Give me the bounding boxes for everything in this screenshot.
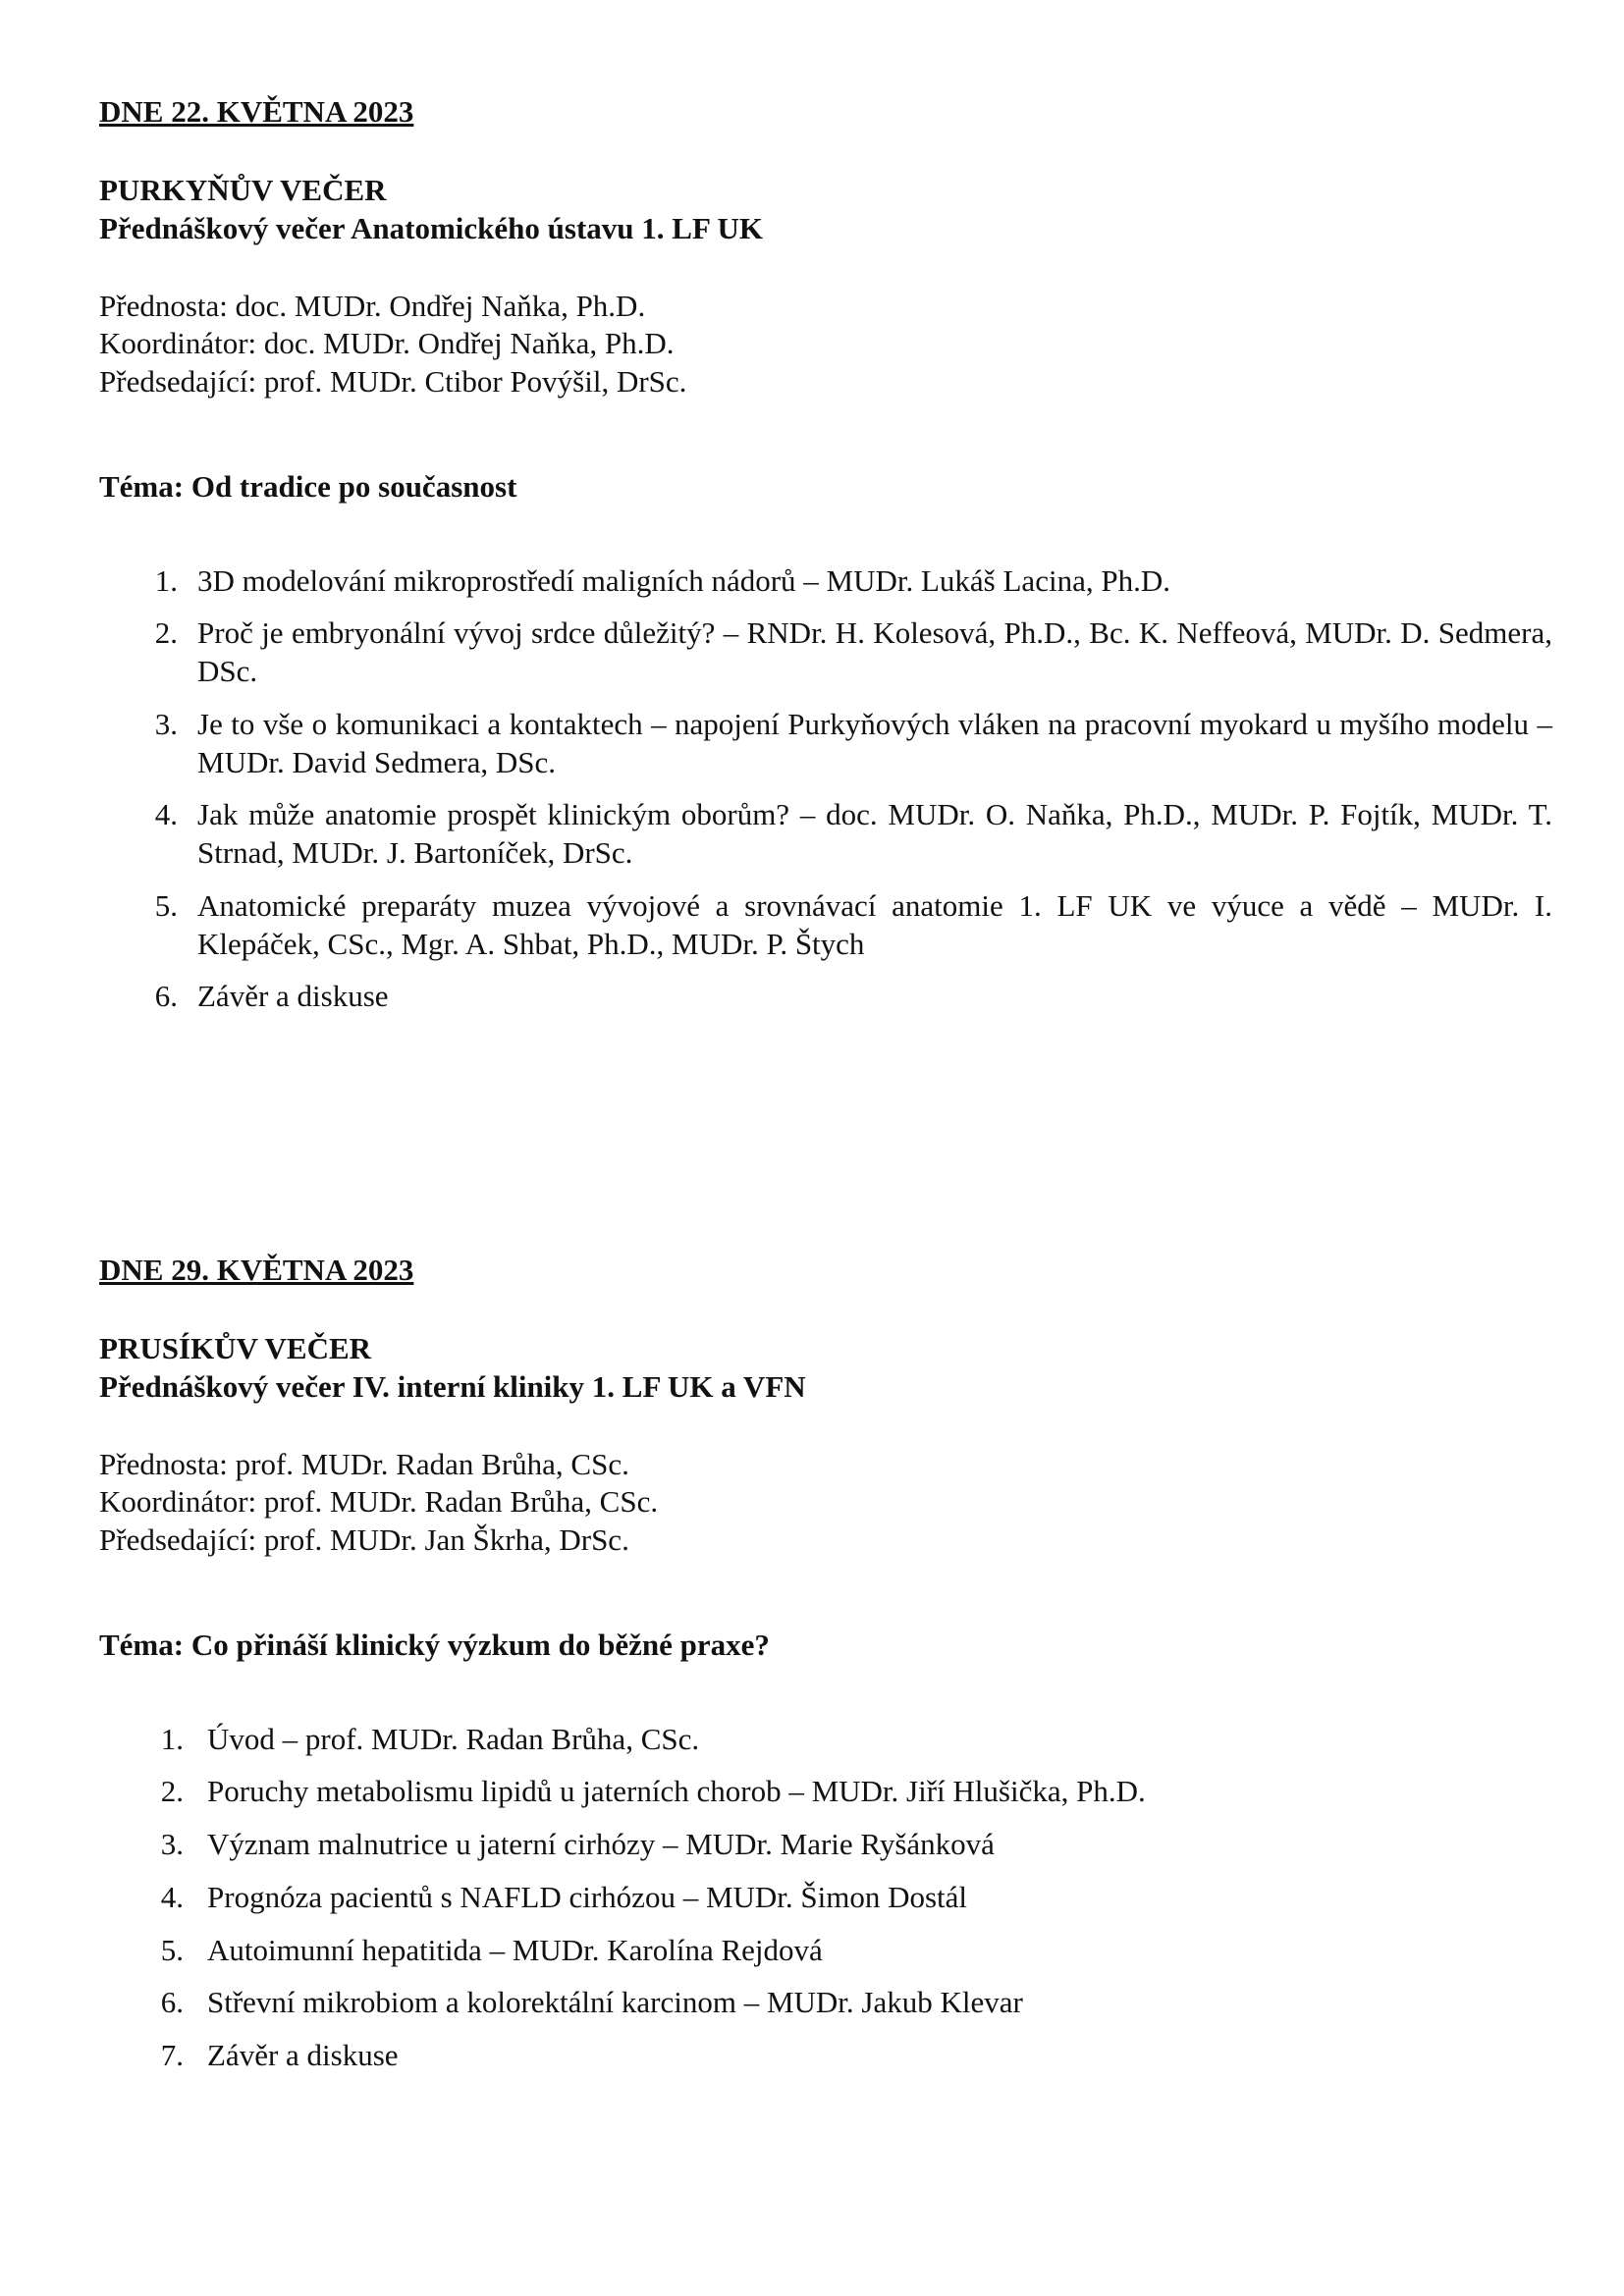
talk-text: Střevní mikrobiom a kolorektální karcinom – MUDr. Jakub Klevar [207,1985,1023,2020]
talk-number: 4. [160,1879,184,1914]
talk-item [99,1932,1552,1970]
talk-item [99,706,1552,782]
talk-item [99,1879,1552,1917]
talk-item [99,1826,1552,1864]
talk-list [99,562,1552,1017]
talk-item [99,796,1552,873]
talk-text: Prognóza pacientů s NAFLD cirhózou – MUDr. Šimon Dostál [207,1879,968,1914]
talk-number: 2. [160,1774,184,1809]
talk-item [99,978,1552,1016]
talk-item [99,887,1552,964]
talk-text: Úvod – prof. MUDr. Radan Brůha, CSc. [207,1721,700,1756]
talk-text: Závěr a diskuse [197,979,389,1014]
talk-item [99,2037,1552,2075]
role-head: Přednosta: doc. MUDr. Ondřej Naňka, Ph.D. [99,288,646,323]
event-date: DNE 22. KVĚTNA 2023 [99,94,414,129]
talk-text: Proč je embryonální vývoj srdce důležitý? – RNDr. H. Kolesová, Ph.D., Bc. K. Neffeová, MUDr. D. Sedmera, DSc. [197,615,1552,689]
talk-number: 6. [160,1985,184,2020]
talk-number: 1. [160,1721,184,1756]
role-head: Přednosta: prof. MUDr. Radan Brůha, CSc. [99,1446,629,1481]
talk-number: 6. [154,979,178,1014]
talk-number: 4. [154,797,178,832]
event-title: PRUSÍKŮV VEČER [99,1331,372,1366]
event-theme: Téma: Od tradice po současnost [99,468,517,504]
event-section-purkyne [99,93,1552,1031]
talk-text: Poruchy metabolismu lipidů u jaterních chorob – MUDr. Jiří Hlušička, Ph.D. [207,1774,1146,1809]
talk-number: 5. [160,1932,184,1967]
talk-number: 2. [154,615,178,651]
role-coordinator: Koordinátor: doc. MUDr. Ondřej Naňka, Ph.D. [99,326,675,361]
talk-item [99,1721,1552,1759]
event-theme: Téma: Co přináší klinický výzkum do běžné praxe? [99,1627,770,1662]
talk-number: 3. [154,706,178,741]
talk-text: 3D modelování mikroprostředí maligních nádorů – MUDr. Lukáš Lacina, Ph.D. [197,562,1170,598]
event-title: PURKYŇŮV VEČER [99,173,387,208]
talk-number: 3. [160,1827,184,1862]
talk-item [99,562,1552,601]
talk-number: 1. [154,562,178,598]
talk-text: Anatomické preparáty muzea vývojové a srovnávací anatomie 1. LF UK ve výuce a vědě – MUDr. I. Klepáček, CSc., Mgr. A. Shbat, Ph.D., MUDr. P. Štych [197,887,1552,961]
talk-item [99,1773,1552,1811]
talk-text: Autoimunní hepatitida – MUDr. Karolína Rejdová [207,1932,823,1967]
role-coordinator: Koordinátor: prof. MUDr. Radan Brůha, CSc. [99,1484,659,1520]
event-section-prusik [99,1252,1552,2090]
talk-text: Je to vše o komunikaci a kontaktech – napojení Purkyňových vláken na pracovní myokard u myšího modelu – MUDr. David Sedmera, DSc. [197,706,1552,779]
talk-text: Význam malnutrice u jaterní cirhózy – MUDr. Marie Ryšánková [207,1827,995,1862]
event-date: DNE 29. KVĚTNA 2023 [99,1253,414,1287]
talk-text: Jak může anatomie prospět klinickým oborům? – doc. MUDr. O. Naňka, Ph.D., MUDr. P. Fojtík, MUDr. T. Strnad, MUDr. J. Bartoníček, DrSc. [197,797,1552,871]
talk-item [99,614,1552,691]
talk-number: 5. [154,887,178,923]
roles-block [99,288,1552,401]
talk-text: Závěr a diskuse [207,2038,399,2073]
roles-block [99,1446,1552,1560]
event-subtitle: Přednáškový večer IV. interní kliniky 1. LF UK a VFN [99,1368,806,1404]
talk-list [99,1721,1552,2075]
role-chair: Předsedající: prof. MUDr. Ctibor Povýšil, DrSc. [99,364,687,400]
role-chair: Předsedající: prof. MUDr. Jan Škrha, DrSc. [99,1522,629,1558]
talk-item [99,1984,1552,2022]
event-subtitle: Přednáškový večer Anatomického ústavu 1. LF UK [99,210,763,245]
talk-number: 7. [160,2038,184,2073]
